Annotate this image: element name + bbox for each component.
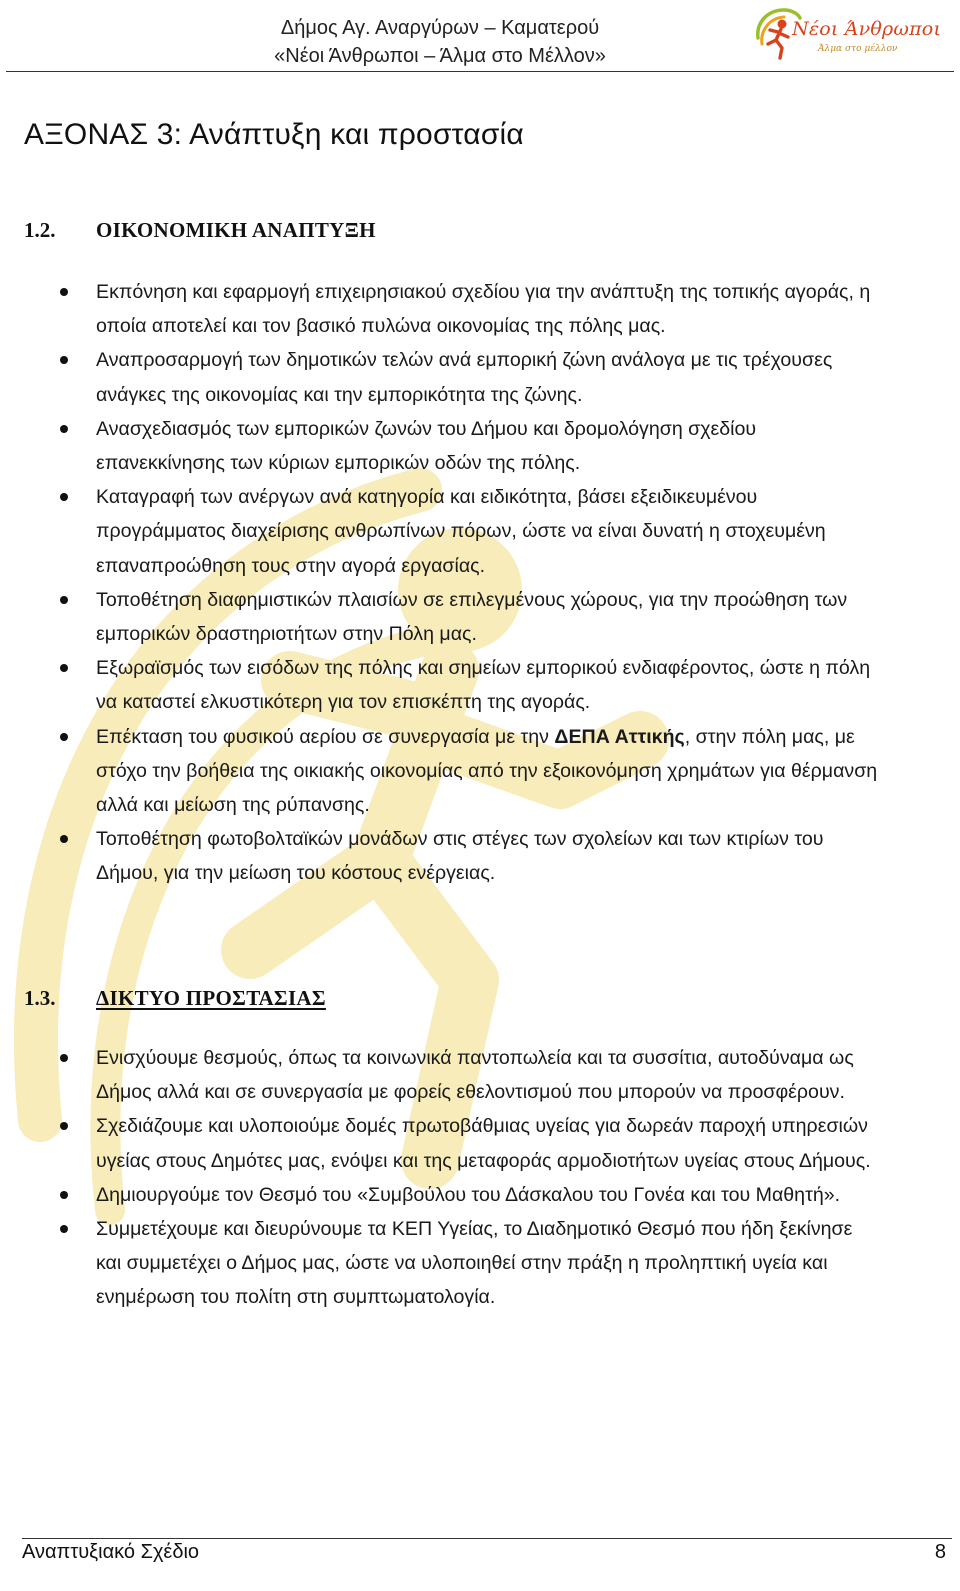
logo-tagline: Άλμα στο μέλλον [818, 44, 898, 54]
list-item-text: Σχεδιάζουμε και υλοποιούμε δομές πρωτοβάθμιας υγείας για δωρεάν παροχή υπηρεσιών υγείας στους Δημότες μας, ενόψει και της μεταφοράς αρμοδιοτήτων υγείας στους Δήμους. [96, 1115, 871, 1172]
list-item-text: Τοποθέτηση διαφημιστικών πλαισίων σε επιλεγμένους χώρους, για την προώθηση των εμπορικών δραστηριοτήτων στην Πόλη μας. [96, 588, 848, 646]
economic-development-list [0, 275, 880, 891]
bullet-icon [60, 425, 68, 433]
list-item-text: , στην πόλη μας, με στόχο την βοήθεια της οικιακής οικονομίας από την εξοικονόμηση χρημάτων για θέρμανση αλλά και μείωση της ρύπανσης. [96, 725, 878, 817]
bullet-icon [60, 835, 68, 843]
bullet-icon [60, 1054, 68, 1062]
list-item [0, 412, 880, 480]
list-item [0, 651, 880, 719]
list-item-text: Ανασχεδιασμός των εμπορικών ζωνών του Δήμου και δρομολόγηση σχεδίου επανεκκίνησης των κύριων εμπορικών οδών της πόλης. [96, 417, 757, 475]
logo-text: Νέοι Άνθρωποι [792, 18, 942, 40]
list-item-text: Ενισχύουμε θεσμούς, όπως τα κοινωνικά παντοπωλεία και τα συσσίτια, αυτοδύναμα ως Δήμος αλλά και σε συνεργασία με φορείς εθελοντισμού που μπορούν να προσφέρουν. [96, 1047, 854, 1104]
page-title: ΑΞΟΝΑΣ 3: Ανάπτυξη και προστασία [24, 118, 524, 151]
bullet-icon [60, 664, 68, 672]
protection-network-list [0, 1041, 880, 1315]
list-item [0, 822, 880, 890]
bullet-icon [60, 1122, 68, 1130]
section-number: 1.3. [24, 986, 56, 1010]
bullet-icon [60, 733, 68, 741]
list-item [0, 480, 880, 583]
list-item-text: Επέκταση του φυσικού αερίου σε συνεργασία με την [96, 725, 555, 748]
list-item-text: Τοποθέτηση φωτοβολταϊκών μονάδων στις στέγες των σχολείων και των κτιρίων του Δήμου, για την μείωση του κόστους ενέργειας. [96, 828, 824, 885]
list-item-text: Δημιουργούμε τον Θεσμό του «Συμβούλου του Δάσκαλου του Γονέα και του Μαθητή». [96, 1183, 841, 1206]
page-header [0, 0, 960, 74]
bullet-icon [60, 1225, 68, 1233]
list-item [0, 275, 880, 343]
list-item-text: Εξωραϊσμός των εισόδων της πόλης και σημείων εμπορικού ενδιαφέροντος, ώστε η πόλη να καταστεί ελκυστικότερη για τον επισκέπτη της αγοράς. [96, 657, 871, 714]
section-title: ΔΙΚΤΥΟ ΠΡΟΣΤΑΣΙΑΣ [96, 986, 326, 1010]
section-heading-protection [24, 986, 326, 1011]
list-item [0, 1041, 880, 1109]
list-item [0, 343, 880, 411]
section-number: 1.2. [24, 218, 56, 242]
header-divider [6, 71, 954, 72]
bullet-icon [60, 356, 68, 364]
highlight-text: ΔΕΠΑ Αττικής [554, 725, 685, 748]
list-item [0, 1212, 880, 1315]
page-number: 8 [934, 1541, 946, 1563]
list-item-text: Αναπροσαρμογή των δημοτικών τελών ανά εμπορική ζώνη ανάλογα με τις τρέχουσες ανάγκες της οικονομίας και την εμπορικότητα της ζώνης. [96, 349, 833, 406]
list-item-text: Καταγραφή των ανέργων ανά κατηγορία και ειδικότητα, βάσει εξειδικευμένου προγράμματος διαχείρισης ανθρωπίνων πόρων, ώστε να είναι δυνατή η στοχευμένη επαναπροώθηση τους στην αγορά εργασίας. [96, 486, 826, 577]
bullet-icon [60, 1191, 68, 1199]
bullet-icon [60, 596, 68, 604]
list-item [0, 720, 880, 823]
list-item [0, 1109, 880, 1177]
bullet-icon [60, 288, 68, 296]
list-item-text: Εκπόνηση και εφαρμογή επιχειρησιακού σχεδίου για την ανάπτυξη της τοπικής αγοράς, η οποία αποτελεί και τον βασικό πυλώνα οικονομίας της πόλης μας. [96, 281, 871, 338]
header-line-2: «Νέοι Άνθρωποι – Άλμα στο Μέλλον» [274, 45, 606, 67]
header-title [200, 14, 680, 70]
footer-divider [22, 1538, 952, 1539]
footer-document-title: Αναπτυξιακό Σχέδιο [22, 1541, 200, 1563]
logo [752, 4, 942, 64]
list-item [0, 583, 880, 651]
list-item [0, 1178, 880, 1212]
section-heading-economic [24, 218, 376, 243]
section-title: ΟΙΚΟΝΟΜΙΚΗ ΑΝΑΠΤΥΞΗ [96, 218, 376, 242]
list-item-text: Συμμετέχουμε και διευρύνουμε τα ΚΕΠ Υγείας, το Διαδημοτικό Θεσμό που ήδη ξεκίνησε και συμμετέχει ο Δήμος μας, ώστε να υλοποιηθεί στην πράξη η προληπτική υγεία και ενημέρωση του πολίτη στη συμπτωματολογία. [96, 1218, 853, 1309]
bullet-icon [60, 493, 68, 501]
header-line-1: Δήμος Αγ. Αναργύρων – Καματερού [280, 17, 600, 39]
